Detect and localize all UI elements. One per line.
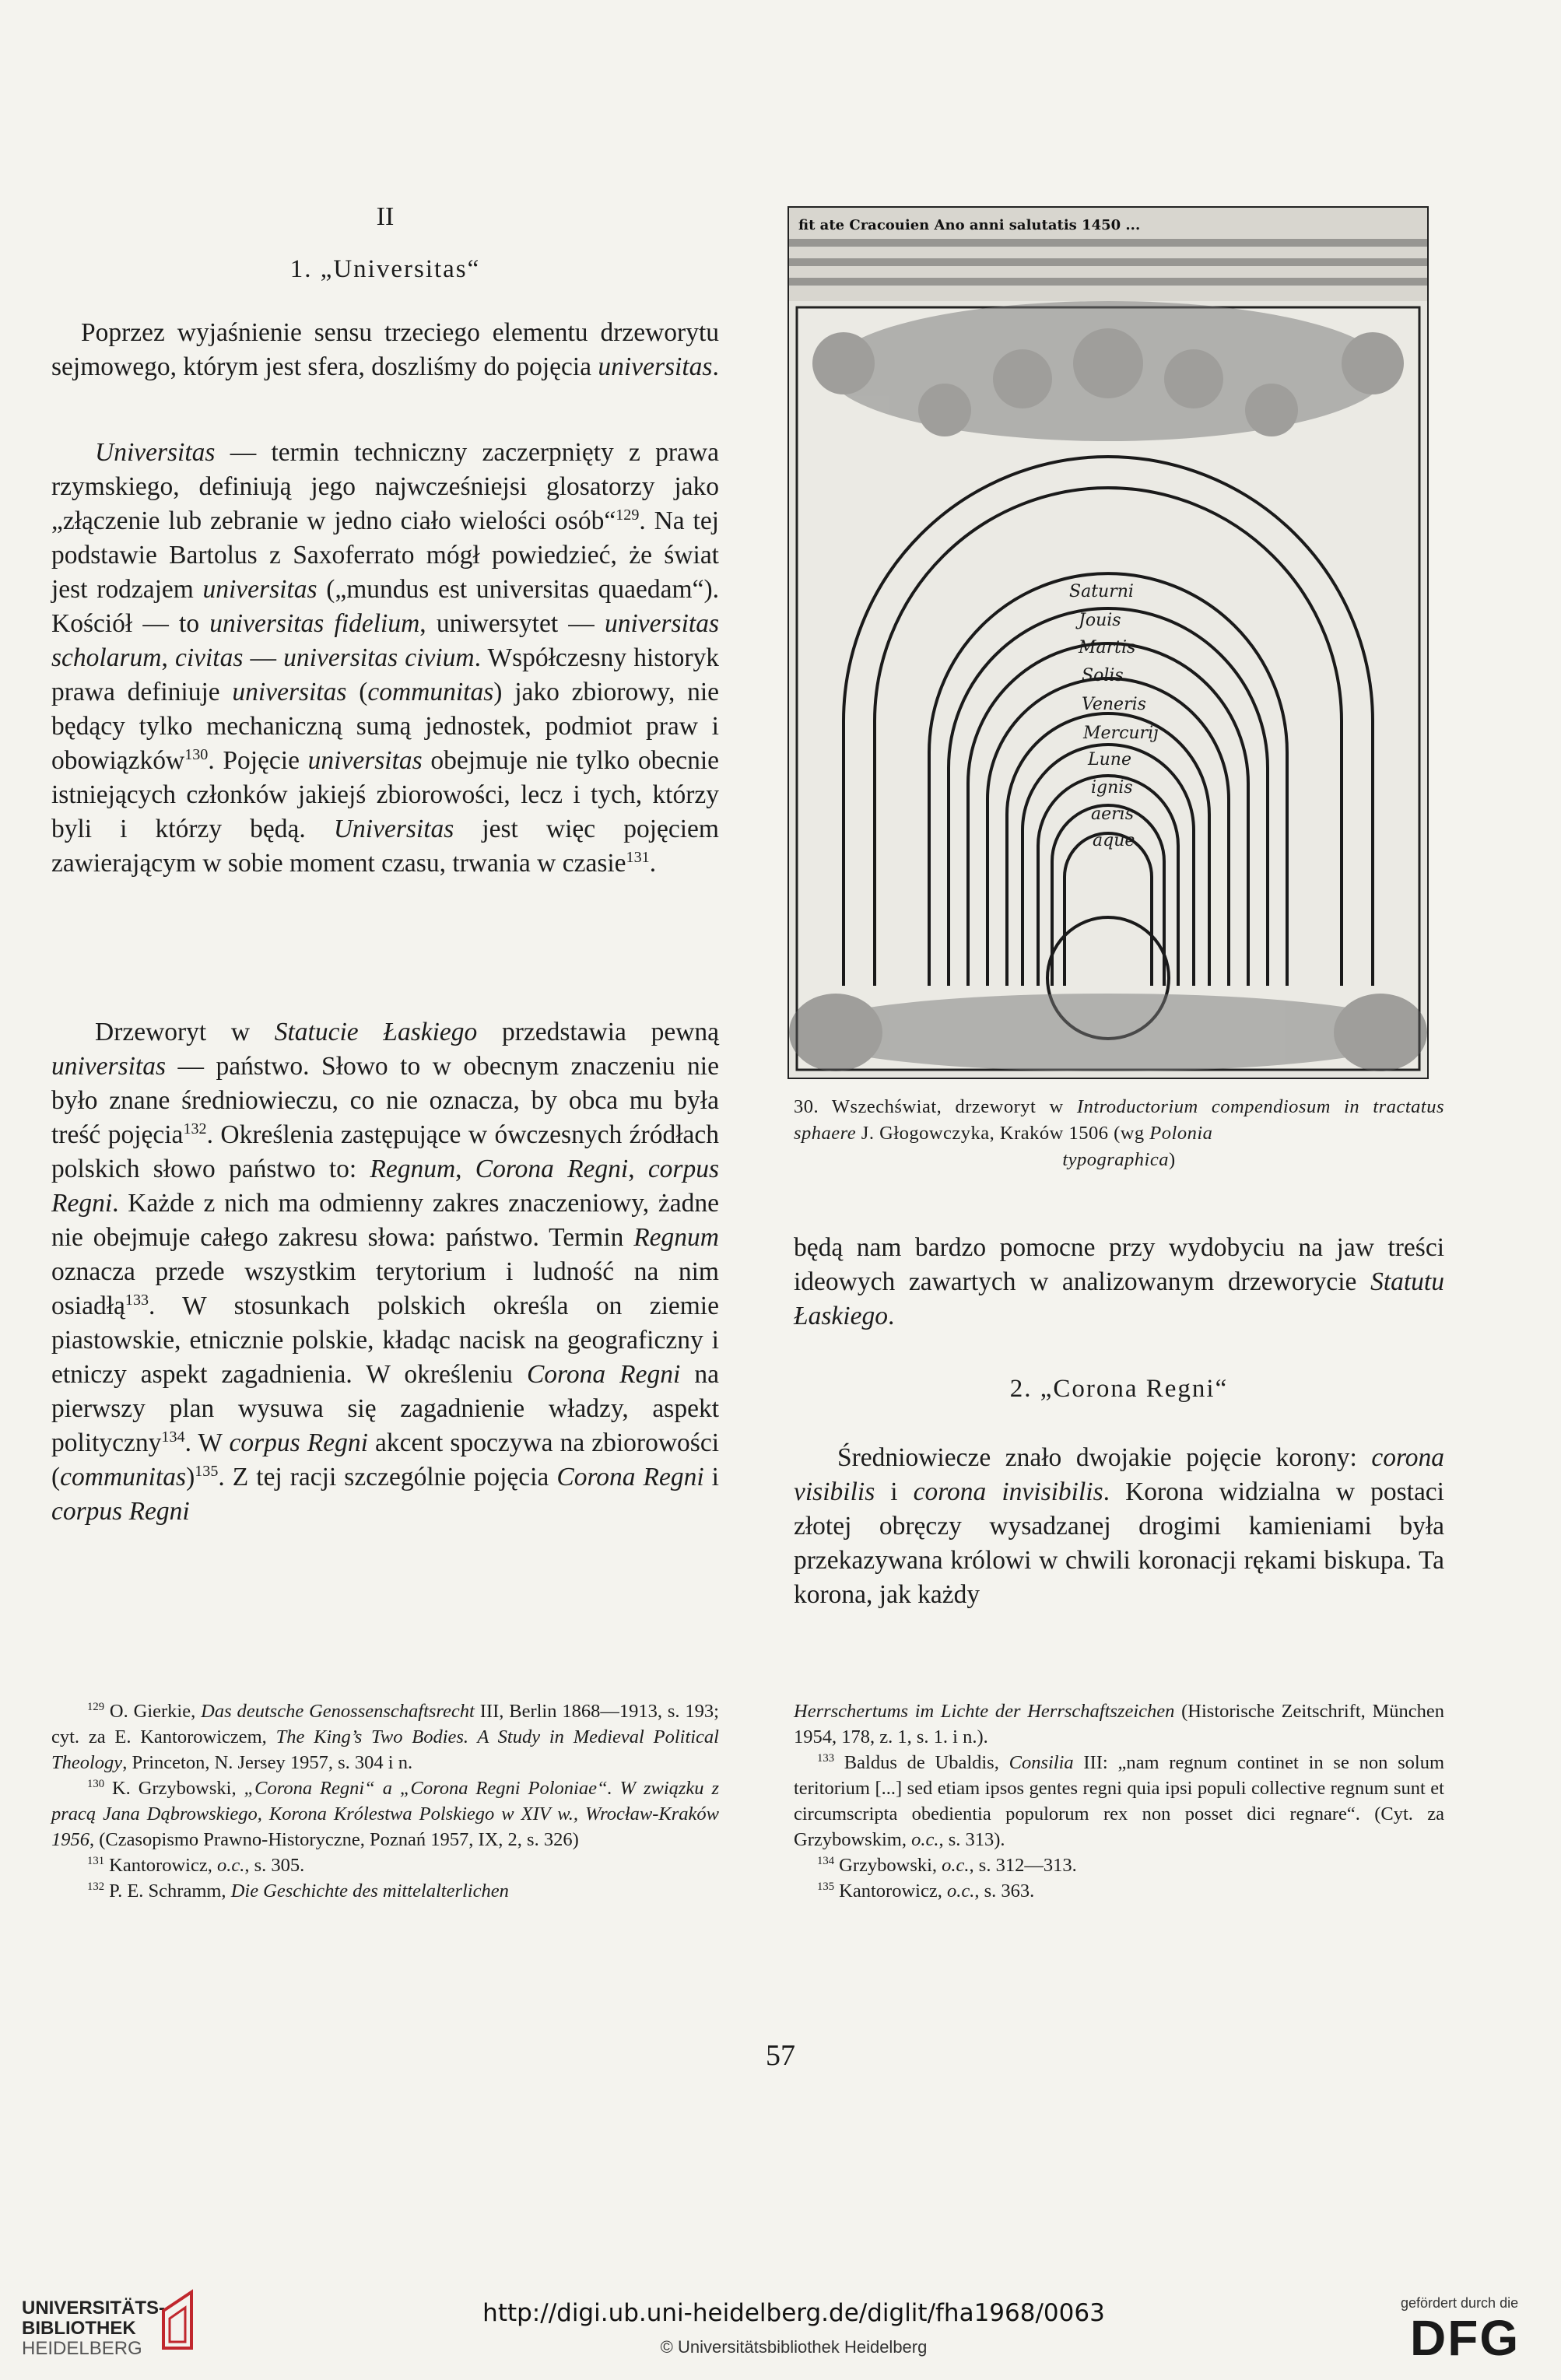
footnote-131: $^{131}$ Kantorowicz, o.c., s. 305. <box>87 1854 305 1876</box>
digitization-footer <box>0 2278 1561 2380</box>
footnote-134: $^{134}$ Grzybowski, o.c., s. 312—313. <box>817 1854 1077 1876</box>
footnote-135: $^{135}$ Kantorowicz, o.c., s. 363. <box>817 1880 1035 1902</box>
woodcut-label-saturni: Saturni <box>1069 582 1134 601</box>
copyright-notice: © Universitätsbibliothek Heidelberg <box>660 2337 928 2357</box>
figure-caption: 30. Wszechświat, drzeworyt w Introductorium compendiosum in tractatus sphaere J. Głogowczyka, Kraków 1506 (wg Polonia typographica) <box>794 1096 1444 1170</box>
footnotes-left <box>51 1698 719 1904</box>
paragraph-3: Drzeworyt w Statucie Łaskiego przedstawia pewną universitas — państwo. Słowo to w obecnym znaczeniu nie było znane średniowieczu, co nie oznacza, by obca mu była treść pojęcia$^{132}$. Określenia zastępujące w ówczesnych źródłach polskich słowo państwo to: Regnum, Corona Regni, corpus Regni. Każde z nich ma odmienny zakres znaczeniowy, żadne nie obejmuje całego zakresu słowa: państwo. Termin Regnum oznacza przede wszystkim terytorium i ludność na nim osiadłą$^{133}$. W stosunkach polskich określa on ziemie piastowskie, etnicznie polskie, kładąc nacisk na geograficzny i etniczy aspekt zagadnienia. W określeniu Corona Regni na pierwszy plan wysuwa się zagadnienie władzy, aspekt polityczny$^{134}$. W corpus Regni akcent spoczywa na zbiorowości (communitas)$^{135}$. Z tej racji szczególnie pojęcia Corona Regni i corpus Regni <box>51 1018 720 1526</box>
footnote-132: $^{132}$ P. E. Schramm, Die Geschichte des mittelalterlichen <box>87 1880 509 1902</box>
woodcut-illustration <box>789 208 1427 1078</box>
section-heading: 1. „Universitas“ <box>289 255 481 283</box>
library-logo-text <box>22 2298 165 2359</box>
funding-label: gefördert durch die <box>1401 2295 1519 2311</box>
chapter-numeral: II <box>376 202 395 231</box>
paragraph-2: Universitas — termin techniczny zaczerpnięty z prawa rzymskiego, definiują jego najwcześniejsi glosatorzy jako „złączenie lub zebranie w jedno ciało wielości osób“$^{129}$. Na tej podstawie Bartolus z Saxoferrato mógł powiedzieć, że świat jest rodzajem universitas („mundus est universitas quaedam“). Kościół — to universitas fidelium, uniwersytet — universitas scholarum, civitas — universitas civium. Współczesny historyk prawa definiuje universitas (communitas) jako zbiorowy, nie będący tylko mechaniczną sumą jednostek, podmiot praw i obowiązków$^{130}$. Pojęcie universitas obejmuje nie tylko obecnie istniejących członków jakiejś zbiorowości, lecz i tych, którzy byli i którzy będą. Universitas jest więc pojęciem zawierającym w sobie moment czasu, trwania w czasie$^{131}$. <box>51 438 720 878</box>
library-logo-icon <box>160 2287 196 2353</box>
section-heading-2: 2. „Corona Regni“ <box>1009 1375 1229 1403</box>
woodcut-label-aque: aque <box>1093 831 1135 850</box>
woodcut-label-veneris: Veneris <box>1082 695 1146 714</box>
paragraph-right-2: Średniowiecze znało dwojakie pojęcie korony: corona visibilis i corona invisibilis. Korona widzialna w postaci złotej obręczy wysadzanej drogimi kamieniami była przekazywana królowi w chwili koronacji rękami biskupa. Ta korona, jak każdy <box>794 1443 1444 1609</box>
woodcut-label-jouis: Jouis <box>1079 611 1121 630</box>
woodcut-label-mercurij: Mercurij <box>1083 724 1159 743</box>
footnote-133: $^{133}$ Baldus de Ubaldis, Consilia III: „nam regnum continet in se non solum teritorium [...] sed etiam ipsos gentes regni quia ipsi populi collective regnum sunt et circumscripta obedientia populorum rex non posset dici regnare“. (Cyt. za Grzybowskim, o.c., s. 313). <box>794 1751 1444 1850</box>
page-number: 57 <box>766 2039 795 2072</box>
woodcut-image <box>788 206 1429 1079</box>
library-name-line2: BIBLIOTHEK <box>22 2318 136 2339</box>
woodcut-label-aeris: aeris <box>1091 804 1134 824</box>
woodcut-label-lune: Lune <box>1088 750 1131 769</box>
footnotes-right <box>794 1698 1444 1904</box>
woodcut-header-text: fit ate Cracouien Ano anni salutatis 1450 ... <box>798 217 1141 233</box>
woodcut-label-martis: Martis <box>1079 638 1136 657</box>
dfg-logo: DFG <box>1410 2310 1521 2366</box>
footnote-129: $^{129}$ O. Gierkie, Das deutsche Genossenschaftsrecht III, Berlin 1868—1913, s. 193; cyt. za E. Kantorowiczem, The King’s Two Bodies. A Study in Medieval Political Theology, Princeton, N. Jersey 1957, s. 304 i n. <box>51 1700 719 1773</box>
footnote-132-continued: Herrschertums im Lichte der Herrschaftszeichen (Historische Zeitschrift, München 1954, 178, z. 1, s. 1. i n.). <box>794 1701 1444 1747</box>
woodcut-label-ignis: ignis <box>1091 778 1133 797</box>
woodcut-label-solis: Solis <box>1082 666 1124 685</box>
footnote-130: $^{130}$ K. Grzybowski, „Corona Regni“ a „Corona Regni Poloniae“. W związku z pracą Jana Dąbrowskiego, Korona Królestwa Polskiego w XIV w., Wrocław-Kraków 1956, (Czasopismo Prawno-Historyczne, Poznań 1957, IX, 2, s. 326) <box>51 1777 719 1850</box>
paragraph-right-1: będą nam bardzo pomocne przy wydobyciu na jaw treści ideowych zawartych w analizowanym drzeworycie Statutu Łaskiego. <box>794 1233 1444 1330</box>
library-name-line3: HEIDELBERG <box>22 2338 142 2359</box>
paragraph-1: Poprzez wyjaśnienie sensu trzeciego elementu drzeworytu sejmowego, którym jest sfera, doszliśmy do pojęcia universitas. <box>51 318 719 381</box>
permalink-url[interactable]: http://digi.ub.uni-heidelberg.de/diglit/fha1968/0063 <box>482 2299 1105 2327</box>
library-name-line1: UNIVERSITÄTS- <box>22 2298 166 2319</box>
